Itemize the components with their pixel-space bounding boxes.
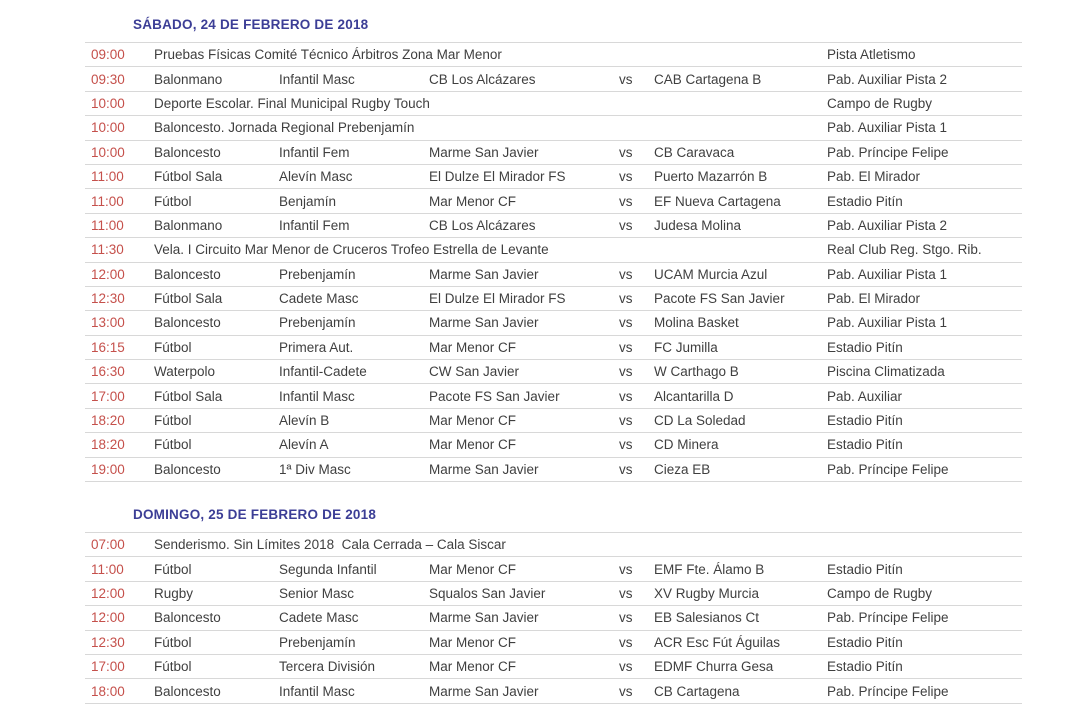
venue-cell: Estadio Pitín: [827, 634, 903, 650]
away-team-cell: Alcantarilla D: [654, 388, 734, 404]
time-cell: 10:00: [91, 144, 125, 160]
category-cell: Cadete Masc: [279, 610, 359, 626]
category-cell: Prebenjamín: [279, 634, 356, 650]
event-row: [85, 238, 1022, 262]
vs-label: vs: [619, 266, 633, 282]
away-team-cell: CB Caravaca: [654, 144, 735, 160]
time-cell: 11:00: [91, 169, 124, 185]
match-row: [85, 165, 1022, 189]
vs-label: vs: [619, 413, 633, 429]
match-row: [85, 606, 1022, 630]
match-row: [85, 557, 1022, 581]
home-team-cell: Marme San Javier: [429, 266, 539, 282]
vs-label: vs: [619, 561, 633, 577]
sport-cell: Baloncesto: [154, 683, 221, 699]
sport-cell: Fútbol Sala: [154, 388, 223, 404]
home-team-cell: CB Los Alcázares: [429, 71, 536, 87]
category-cell: Benjamín: [279, 193, 337, 209]
away-team-cell: Molina Basket: [654, 315, 739, 331]
event-description-cell: Baloncesto. Jornada Regional Prebenjamín: [154, 120, 415, 136]
vs-label: vs: [619, 586, 633, 601]
match-row: [85, 631, 1022, 655]
schedule-table: [85, 532, 1022, 704]
match-row: [85, 679, 1022, 703]
venue-cell: Estadio Pitín: [827, 339, 903, 355]
time-cell: 13:00: [91, 315, 125, 331]
vs-label: vs: [619, 339, 633, 355]
category-cell: 1ª Div Masc: [279, 461, 351, 477]
vs-label: vs: [619, 169, 633, 185]
time-cell: 11:00: [91, 193, 124, 209]
sport-cell: Baloncesto: [154, 266, 221, 282]
vs-label: vs: [619, 437, 633, 453]
venue-cell: Estadio Pitín: [827, 659, 903, 675]
home-team-cell: Mar Menor CF: [429, 634, 517, 650]
sport-cell: Baloncesto: [154, 461, 221, 477]
away-team-cell: CAB Cartagena B: [654, 71, 762, 87]
category-cell: Senior Masc: [279, 586, 355, 601]
schedule-table: [85, 42, 1022, 482]
day-title: DOMINGO, 25 DE FEBRERO DE 2018: [133, 507, 377, 523]
away-team-cell: ACR Esc Fút Águilas: [654, 634, 781, 650]
home-team-cell: Marme San Javier: [429, 683, 539, 699]
category-cell: Prebenjamín: [279, 315, 356, 331]
venue-cell: Pista Atletismo: [827, 47, 916, 63]
match-row: [85, 141, 1022, 165]
category-cell: Primera Aut.: [279, 339, 354, 355]
event-description-cell: Vela. I Circuito Mar Menor de Cruceros Trofeo Estrella de Levante: [154, 242, 549, 258]
sport-cell: Baloncesto: [154, 144, 221, 160]
sport-cell: Baloncesto: [154, 610, 221, 626]
vs-label: vs: [619, 659, 633, 675]
time-cell: 07:00: [91, 537, 125, 553]
match-row: [85, 336, 1022, 360]
time-cell: 11:00: [91, 217, 124, 233]
category-cell: Alevín A: [279, 437, 329, 453]
sport-cell: Fútbol Sala: [154, 169, 223, 185]
event-row: [85, 43, 1022, 67]
time-cell: 09:30: [91, 71, 125, 87]
match-row: [85, 287, 1022, 311]
away-team-cell: CB Cartagena: [654, 683, 740, 699]
time-cell: 11:30: [91, 242, 124, 258]
time-cell: 18:00: [91, 683, 125, 699]
home-team-cell: Squalos San Javier: [429, 586, 546, 601]
away-team-cell: UCAM Murcia Azul: [654, 266, 768, 282]
home-team-cell: Marme San Javier: [429, 144, 539, 160]
day-title: SÁBADO, 24 DE FEBRERO DE 2018: [133, 17, 369, 32]
category-cell: Infantil Fem: [279, 144, 350, 160]
venue-cell: Campo de Rugby: [827, 95, 933, 111]
vs-label: vs: [619, 634, 633, 650]
venue-cell: Pab. Auxiliar: [827, 388, 903, 404]
home-team-cell: Mar Menor CF: [429, 413, 517, 429]
away-team-cell: Pacote FS San Javier: [654, 291, 785, 307]
match-row: [85, 360, 1022, 384]
match-row: [85, 409, 1022, 433]
sport-cell: Balonmano: [154, 217, 223, 233]
home-team-cell: El Dulze El Mirador FS: [429, 169, 566, 185]
home-team-cell: El Dulze El Mirador FS: [429, 291, 566, 307]
sport-cell: Rugby: [154, 586, 194, 601]
vs-label: vs: [619, 291, 633, 307]
away-team-cell: EDMF Churra Gesa: [654, 659, 774, 675]
event-row: [85, 92, 1022, 116]
category-cell: Infantil Masc: [279, 388, 355, 404]
vs-label: vs: [619, 461, 633, 477]
away-team-cell: FC Jumilla: [654, 339, 718, 355]
time-cell: 12:30: [91, 634, 125, 650]
time-cell: 12:00: [91, 266, 125, 282]
sport-cell: Waterpolo: [154, 364, 216, 380]
sport-cell: Fútbol: [154, 339, 192, 355]
category-cell: Infantil Fem: [279, 217, 350, 233]
time-cell: 19:00: [91, 461, 125, 477]
event-description-cell: Deporte Escolar. Final Municipal Rugby Touch: [154, 95, 430, 111]
venue-cell: Pab. Príncipe Felipe: [827, 683, 949, 699]
away-team-cell: Cieza EB: [654, 461, 711, 477]
away-team-cell: EMF Fte. Álamo B: [654, 561, 765, 577]
venue-cell: Estadio Pitín: [827, 437, 903, 453]
vs-label: vs: [619, 315, 633, 331]
home-team-cell: Pacote FS San Javier: [429, 388, 560, 404]
home-team-cell: CB Los Alcázares: [429, 217, 536, 233]
day-section: [85, 0, 1022, 482]
category-cell: Tercera División: [279, 659, 376, 675]
match-row: [85, 214, 1022, 238]
home-team-cell: Marme San Javier: [429, 315, 539, 331]
time-cell: 09:00: [91, 47, 125, 63]
home-team-cell: CW San Javier: [429, 364, 520, 380]
time-cell: 17:00: [91, 659, 125, 675]
venue-cell: Pab. El Mirador: [827, 291, 921, 307]
match-row: [85, 311, 1022, 335]
away-team-cell: XV Rugby Murcia: [654, 586, 760, 601]
category-cell: Infantil-Cadete: [279, 364, 367, 380]
venue-cell: Estadio Pitín: [827, 561, 903, 577]
sport-cell: Fútbol: [154, 193, 192, 209]
time-cell: 10:00: [91, 95, 125, 111]
time-cell: 17:00: [91, 388, 125, 404]
venue-cell: Piscina Climatizada: [827, 364, 945, 380]
sport-cell: Balonmano: [154, 71, 223, 87]
sport-cell: Fútbol: [154, 634, 192, 650]
vs-label: vs: [619, 71, 633, 87]
match-row: [85, 582, 1022, 606]
venue-cell: Estadio Pitín: [827, 413, 903, 429]
home-team-cell: Mar Menor CF: [429, 339, 517, 355]
vs-label: vs: [619, 217, 633, 233]
away-team-cell: W Carthago B: [654, 364, 739, 380]
venue-cell: Pab. Príncipe Felipe: [827, 144, 949, 160]
time-cell: 18:20: [91, 437, 125, 453]
away-team-cell: CD La Soledad: [654, 413, 746, 429]
sport-cell: Fútbol Sala: [154, 291, 223, 307]
home-team-cell: Mar Menor CF: [429, 437, 517, 453]
vs-label: vs: [619, 388, 633, 404]
away-team-cell: CD Minera: [654, 437, 719, 453]
vs-label: vs: [619, 364, 633, 380]
sport-cell: Fútbol: [154, 413, 192, 429]
sport-cell: Fútbol: [154, 561, 192, 577]
category-cell: Infantil Masc: [279, 71, 355, 87]
home-team-cell: Marme San Javier: [429, 610, 539, 626]
venue-cell: Estadio Pitín: [827, 193, 903, 209]
venue-cell: Campo de Rugby: [827, 586, 933, 601]
away-team-cell: Puerto Mazarrón B: [654, 169, 768, 185]
category-cell: Alevín B: [279, 413, 330, 429]
vs-label: vs: [619, 610, 633, 626]
venue-cell: Pab. El Mirador: [827, 169, 921, 185]
venue-cell: Pab. Auxiliar Pista 2: [827, 217, 948, 233]
vs-label: vs: [619, 193, 633, 209]
match-row: [85, 189, 1022, 213]
time-cell: 12:00: [91, 586, 125, 601]
venue-cell: Pab. Auxiliar Pista 1: [827, 120, 948, 136]
home-team-cell: Mar Menor CF: [429, 561, 517, 577]
time-cell: 16:15: [91, 339, 125, 355]
away-team-cell: EF Nueva Cartagena: [654, 193, 781, 209]
category-cell: Segunda Infantil: [279, 561, 377, 577]
venue-cell: Pab. Auxiliar Pista 1: [827, 315, 948, 331]
venue-cell: Pab. Auxiliar Pista 1: [827, 266, 948, 282]
category-cell: Alevín Masc: [279, 169, 353, 185]
match-row: [85, 433, 1022, 457]
time-cell: 18:20: [91, 413, 125, 429]
away-team-cell: Judesa Molina: [654, 217, 742, 233]
vs-label: vs: [619, 144, 633, 160]
home-team-cell: Marme San Javier: [429, 461, 539, 477]
time-cell: 10:00: [91, 120, 125, 136]
home-team-cell: Mar Menor CF: [429, 193, 517, 209]
match-row: [85, 263, 1022, 287]
time-cell: 16:30: [91, 364, 125, 380]
event-row: [85, 533, 1022, 557]
venue-cell: Real Club Reg. Stgo. Rib.: [827, 242, 982, 258]
match-row: [85, 655, 1022, 679]
venue-cell: Pab. Príncipe Felipe: [827, 461, 949, 477]
vs-label: vs: [619, 683, 633, 699]
event-row: [85, 116, 1022, 140]
sport-cell: Fútbol: [154, 659, 192, 675]
venue-cell: Pab. Príncipe Felipe: [827, 610, 949, 626]
event-description-cell: Senderismo. Sin Límites 2018 Cala Cerrada – Cala Siscar: [154, 537, 506, 553]
sport-cell: Fútbol: [154, 437, 192, 453]
time-cell: 12:00: [91, 610, 125, 626]
match-row: [85, 458, 1022, 482]
match-row: [85, 384, 1022, 408]
time-cell: 12:30: [91, 291, 125, 307]
day-section: [85, 482, 1022, 704]
time-cell: 11:00: [91, 561, 124, 577]
category-cell: Prebenjamín: [279, 266, 356, 282]
away-team-cell: EB Salesianos Ct: [654, 610, 760, 626]
match-row: [85, 67, 1022, 91]
category-cell: Infantil Masc: [279, 683, 355, 699]
event-description-cell: Pruebas Físicas Comité Técnico Árbitros Zona Mar Menor: [154, 47, 502, 63]
venue-cell: Pab. Auxiliar Pista 2: [827, 71, 948, 87]
category-cell: Cadete Masc: [279, 291, 359, 307]
sports-schedule-document: [85, 0, 1022, 704]
home-team-cell: Mar Menor CF: [429, 659, 517, 675]
sport-cell: Baloncesto: [154, 315, 221, 331]
